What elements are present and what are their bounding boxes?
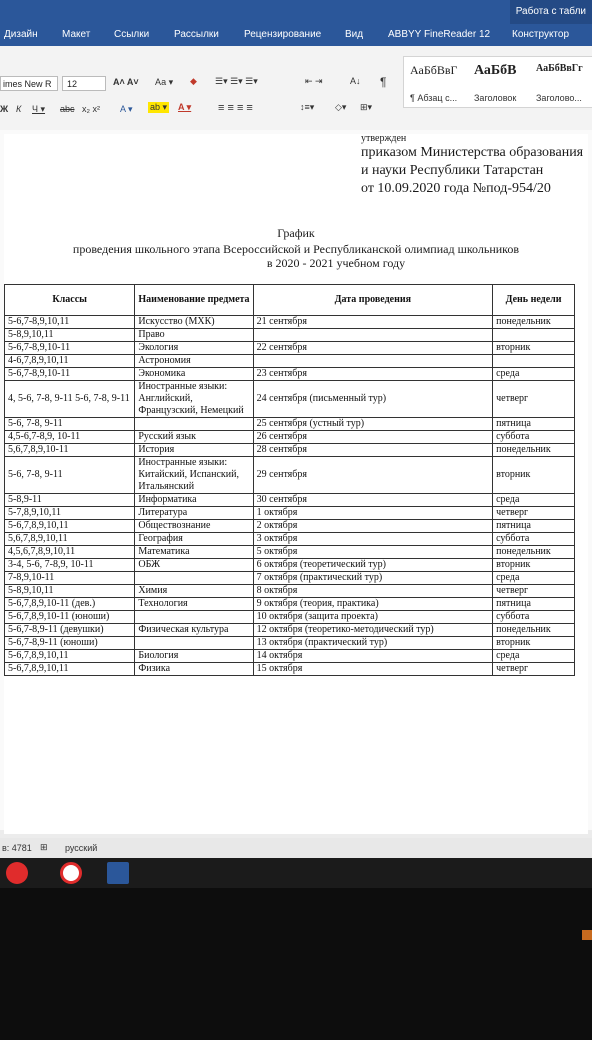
- table-row: [5, 559, 575, 572]
- header-subject: Наименование предмета: [135, 285, 253, 316]
- decorative-mark: [582, 930, 592, 940]
- approval-block: [361, 134, 583, 198]
- cell-weekday: [493, 355, 575, 368]
- approval-line: утвержден: [361, 133, 407, 144]
- cell-date: 7 октября (практический тур): [253, 572, 493, 585]
- cell-weekday: понедельник: [493, 444, 575, 457]
- ribbon-tabs: [0, 24, 592, 46]
- styles-gallery: [403, 56, 592, 108]
- cell-date: 1 октября: [253, 507, 493, 520]
- approval-line: приказом Министерства образования: [361, 145, 584, 160]
- approval-line: и науки Республики Татарстан: [361, 163, 544, 178]
- header-classes: Классы: [5, 285, 135, 316]
- cell-subject: Астрономия: [135, 355, 253, 368]
- cell-date: 28 сентября: [253, 444, 493, 457]
- cell-classes: 5,6,7,8,9,10,11: [5, 533, 135, 546]
- cell-date: [253, 355, 493, 368]
- cell-subject: Иностранные языки: Английский, Французский, Немецкий: [135, 381, 253, 418]
- cell-date: 12 октября (теоретико-методический тур): [253, 624, 493, 637]
- table-row: [5, 355, 575, 368]
- tab-mailings[interactable]: Рассылки: [174, 29, 219, 40]
- cell-date: 30 сентября: [253, 494, 493, 507]
- cell-weekday: пятница: [493, 598, 575, 611]
- cell-subject: Химия: [135, 585, 253, 598]
- cell-weekday: среда: [493, 368, 575, 381]
- line-spacing-icon[interactable]: ↕≡▾: [300, 102, 315, 112]
- title-bar: [0, 0, 592, 24]
- style-preview-heading[interactable]: АаБбВ: [474, 63, 517, 78]
- text-effects-icon[interactable]: A ▾: [120, 104, 133, 114]
- cell-classes: 5-8,9,10,11: [5, 329, 135, 342]
- table-row: [5, 572, 575, 585]
- cell-classes: 5-8,9-11: [5, 494, 135, 507]
- doc-year: в 2020 - 2021 учебном году: [266, 256, 406, 270]
- cell-classes: 5-6,7,8,9,10,11: [5, 650, 135, 663]
- cell-weekday: четверг: [493, 507, 575, 520]
- cell-weekday: среда: [493, 572, 575, 585]
- table-header-row: [5, 285, 575, 316]
- cell-subject: Искусство (МХК): [135, 316, 253, 329]
- cell-weekday: вторник: [493, 342, 575, 355]
- grow-font-icon[interactable]: A˄ A˅: [113, 77, 139, 87]
- cell-date: 8 октября: [253, 585, 493, 598]
- cell-subject: [135, 637, 253, 650]
- table-row: [5, 342, 575, 355]
- cell-subject: Информатика: [135, 494, 253, 507]
- cell-classes: 3-4, 5-6, 7-8,9, 10-11: [5, 559, 135, 572]
- strikethrough-icon[interactable]: abc: [60, 104, 75, 114]
- header-date: Дата проведения: [253, 285, 493, 316]
- change-case-icon[interactable]: Аа ▾: [155, 77, 174, 87]
- cell-classes: 5-6,7-8,9-11 (девушки): [5, 624, 135, 637]
- borders-icon[interactable]: ⊞▾: [360, 102, 373, 112]
- style-label-heading: Заголовок: [474, 93, 517, 103]
- cell-weekday: пятница: [493, 418, 575, 431]
- cell-classes: 4,5,6,7,8,9,10,11: [5, 546, 135, 559]
- cell-classes: 5-6,7-8,9,10-11: [5, 342, 135, 355]
- document-page[interactable]: [4, 134, 588, 834]
- cell-subject: История: [135, 444, 253, 457]
- font-size-box[interactable]: 12: [62, 76, 106, 91]
- cell-classes: 5-6,7-8,9,10,11: [5, 316, 135, 329]
- cell-weekday: среда: [493, 494, 575, 507]
- word-icon[interactable]: [107, 862, 129, 884]
- doc-subtitle: проведения школьного этапа Всероссийской и Республиканской олимпиад школьников: [72, 242, 520, 256]
- cell-weekday: пятница: [493, 520, 575, 533]
- tab-design[interactable]: Дизайн: [4, 29, 38, 40]
- cell-classes: 5-6,7-8,9,10-11: [5, 368, 135, 381]
- table-row: [5, 585, 575, 598]
- cell-subject: [135, 418, 253, 431]
- style-preview-heading2[interactable]: АаБбВвГг: [536, 63, 583, 74]
- cell-subject: Экология: [135, 342, 253, 355]
- cell-classes: 5-6, 7-8, 9-11: [5, 457, 135, 494]
- cell-subject: Математика: [135, 546, 253, 559]
- cell-date: 2 октября: [253, 520, 493, 533]
- cell-classes: 5-7,8,9,10,11: [5, 507, 135, 520]
- table-row: [5, 546, 575, 559]
- underline-icon[interactable]: Ч ▾: [32, 104, 46, 114]
- bullets-icon[interactable]: ☰▾ ☰▾ ☰▾: [215, 76, 258, 86]
- font-name-box[interactable]: imes New R: [0, 76, 58, 91]
- status-bar: [0, 838, 592, 858]
- clear-format-icon[interactable]: ◆: [190, 76, 197, 86]
- cell-classes: 5-8,9,10,11: [5, 585, 135, 598]
- sort-icon[interactable]: A↓: [350, 76, 361, 86]
- table-row: [5, 444, 575, 457]
- table-row: [5, 329, 575, 342]
- table-row: [5, 598, 575, 611]
- cell-weekday: суббота: [493, 611, 575, 624]
- cell-weekday: суббота: [493, 533, 575, 546]
- cell-weekday: среда: [493, 650, 575, 663]
- cell-subject: Физика: [135, 663, 253, 676]
- font-color-icon[interactable]: A ▾: [178, 102, 192, 112]
- cell-date: 26 сентября: [253, 431, 493, 444]
- cell-subject: Русский язык: [135, 431, 253, 444]
- cell-subject: [135, 572, 253, 585]
- cell-classes: 5,6,7,8,9,10-11: [5, 444, 135, 457]
- cell-date: 24 сентября (письменный тур): [253, 381, 493, 418]
- approval-line: от 10.09.2020 года №под-954/20: [361, 181, 551, 196]
- doc-title: График: [277, 226, 315, 240]
- table-row: [5, 520, 575, 533]
- subscript-icon[interactable]: x₂ x²: [82, 104, 100, 114]
- style-label-normal: ¶ Абзац с...: [410, 93, 458, 103]
- cell-weekday: вторник: [493, 457, 575, 494]
- cell-classes: 4, 5-6, 7-8, 9-11 5-6, 7-8, 9-11: [5, 381, 135, 418]
- cell-date: 3 октября: [253, 533, 493, 546]
- cell-classes: 5-6,7,8,9,10-11 (дев.): [5, 598, 135, 611]
- shading-icon[interactable]: ◇▾: [335, 102, 347, 112]
- table-row: [5, 533, 575, 546]
- cell-date: 14 октября: [253, 650, 493, 663]
- cell-weekday: четверг: [493, 381, 575, 418]
- cell-date: 13 октября (практический тур): [253, 637, 493, 650]
- pilcrow-icon[interactable]: ¶: [380, 75, 387, 89]
- cell-date: 5 октября: [253, 546, 493, 559]
- table-row: [5, 624, 575, 637]
- table-row: [5, 431, 575, 444]
- cell-weekday: четверг: [493, 663, 575, 676]
- cell-date: 29 сентября: [253, 457, 493, 494]
- document-area: [0, 130, 592, 830]
- cell-classes: 5-6,7,8,9,10-11 (юноши): [5, 611, 135, 624]
- cell-subject: [135, 611, 253, 624]
- proofing-icon[interactable]: ⊞: [40, 842, 48, 852]
- cell-classes: 7-8,9,10-11: [5, 572, 135, 585]
- table-tools-context-tab[interactable]: Работа с табли: [510, 0, 592, 24]
- cell-subject: ОБЖ: [135, 559, 253, 572]
- tab-abbyy[interactable]: ABBYY FineReader 12: [388, 29, 491, 40]
- cell-subject: Биология: [135, 650, 253, 663]
- cell-date: 6 октября (теоретический тур): [253, 559, 493, 572]
- cell-classes: 5-6,7,8,9,10,11: [5, 520, 135, 533]
- cell-weekday: понедельник: [493, 624, 575, 637]
- cell-weekday: суббота: [493, 431, 575, 444]
- align-icons[interactable]: ≡ ≡ ≡ ≡: [218, 102, 253, 114]
- tab-layout[interactable]: Макет: [62, 29, 91, 40]
- cell-subject: Экономика: [135, 368, 253, 381]
- header-weekday: День недели: [493, 285, 575, 316]
- style-label-heading2: Заголово...: [536, 93, 582, 103]
- table-row: [5, 507, 575, 520]
- cell-subject: Обществознание: [135, 520, 253, 533]
- cell-subject: Литература: [135, 507, 253, 520]
- cell-date: 25 сентября (устный тур): [253, 418, 493, 431]
- italic-icon[interactable]: К: [16, 104, 22, 114]
- cell-classes: 4,5-6,7-8,9, 10-11: [5, 431, 135, 444]
- cell-date: [253, 329, 493, 342]
- word-count[interactable]: в: 4781: [2, 843, 32, 853]
- language-indicator[interactable]: русский: [65, 843, 98, 853]
- cell-subject: Право: [135, 329, 253, 342]
- cell-date: 22 сентября: [253, 342, 493, 355]
- cell-classes: 5-6, 7-8, 9-11: [5, 418, 135, 431]
- cell-date: 23 сентября: [253, 368, 493, 381]
- table-row: [5, 611, 575, 624]
- tab-constructor[interactable]: Конструктор: [512, 29, 570, 40]
- indent-icon[interactable]: ⇤ ⇥: [305, 76, 323, 86]
- cell-subject: География: [135, 533, 253, 546]
- cell-subject: Технология: [135, 598, 253, 611]
- schedule-table: [4, 284, 575, 676]
- tab-view[interactable]: Вид: [345, 29, 364, 40]
- yandex-icon[interactable]: [6, 862, 28, 884]
- tab-references[interactable]: Ссылки: [114, 29, 150, 40]
- cell-date: 21 сентября: [253, 316, 493, 329]
- cell-subject: Физическая культура: [135, 624, 253, 637]
- yandex-browser-icon[interactable]: [60, 862, 82, 884]
- cell-classes: 4-6,7,8,9,10,11: [5, 355, 135, 368]
- table-row: [5, 316, 575, 329]
- table-row: [5, 418, 575, 431]
- tab-review[interactable]: Рецензирование: [244, 29, 322, 40]
- cell-weekday: вторник: [493, 637, 575, 650]
- cell-weekday: [493, 329, 575, 342]
- table-row: [5, 494, 575, 507]
- table-row: [5, 637, 575, 650]
- taskbar: [0, 858, 592, 888]
- cell-weekday: вторник: [493, 559, 575, 572]
- cell-date: 10 октября (защита проекта): [253, 611, 493, 624]
- cell-date: 9 октября (теория, практика): [253, 598, 493, 611]
- cell-weekday: понедельник: [493, 546, 575, 559]
- cell-weekday: четверг: [493, 585, 575, 598]
- table-row: [5, 381, 575, 418]
- cell-subject: Иностранные языки: Китайский, Испанский, Итальянский: [135, 457, 253, 494]
- table-row: [5, 368, 575, 381]
- table-row: [5, 457, 575, 494]
- table-row: [5, 650, 575, 663]
- cell-weekday: понедельник: [493, 316, 575, 329]
- cell-classes: 5-6,7-8,9-11 (юноши): [5, 637, 135, 650]
- bold-icon[interactable]: Ж: [0, 104, 9, 114]
- highlight-icon[interactable]: ab ▾: [150, 102, 168, 112]
- style-preview-normal[interactable]: АаБбВвГ: [410, 63, 458, 77]
- cell-date: 15 октября: [253, 663, 493, 676]
- cell-classes: 5-6,7,8,9,10,11: [5, 663, 135, 676]
- table-row: [5, 663, 575, 676]
